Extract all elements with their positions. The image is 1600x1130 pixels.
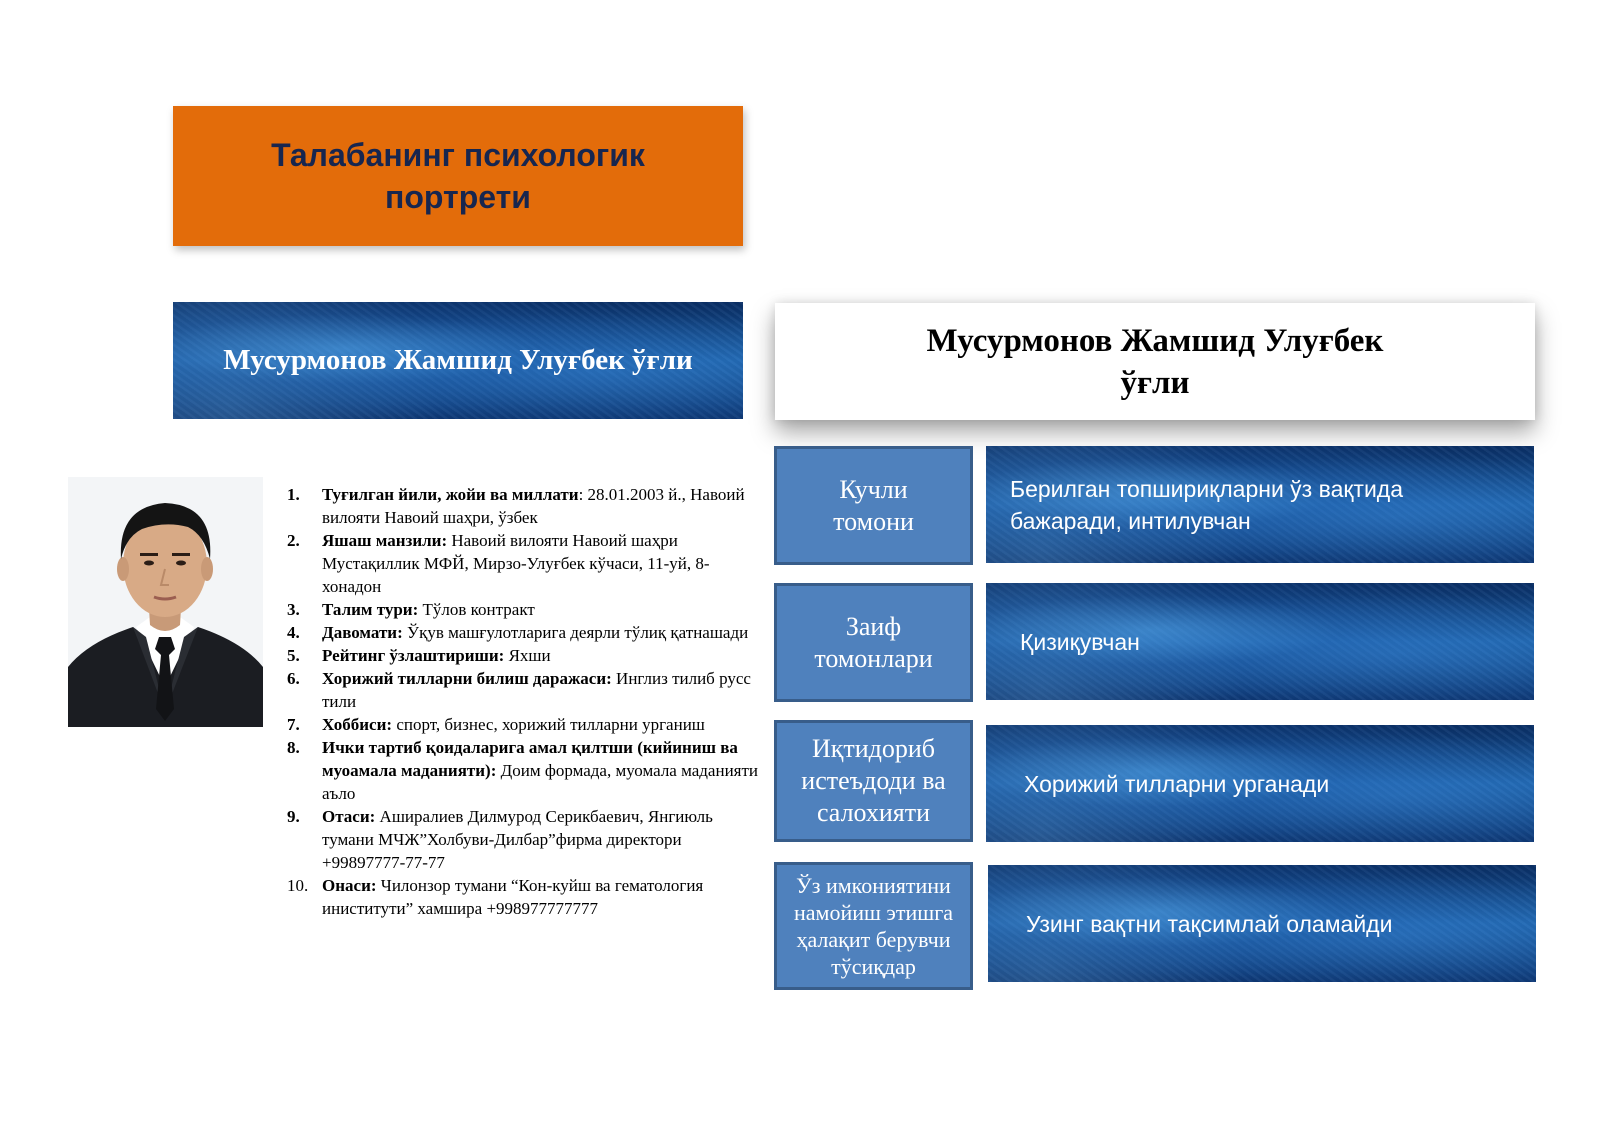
student-name: Мусурмонов Жамшид Улуғбек ўғли — [223, 344, 693, 376]
bio-item-label: Рейтинг ўзлаштириши: — [322, 646, 505, 665]
trait-description-obstacles — [988, 865, 1536, 982]
bio-item-text: : 28.01.2003 й., Навоий вилояти Навоий шаҳри, ўзбек — [322, 485, 745, 527]
trait-category-line: томони — [833, 506, 914, 536]
trait-category-talents — [774, 720, 973, 842]
bio-item-label: Хорижий тилларни билиш даражаси: — [322, 669, 612, 688]
bio-item-number: 2. — [287, 531, 300, 550]
bio-item-label: Давомати: — [322, 623, 403, 642]
trait-category-line: тўсиқдар — [831, 954, 916, 979]
bio-item-text: Доим формада, муомала маданияти аъло — [322, 761, 759, 803]
trait-category-line: Заиф — [845, 611, 902, 641]
trait-category-line: намойиш этишга — [793, 900, 953, 925]
trait-category-line: Иқтидориб — [811, 734, 936, 763]
bio-item-label: Онаси: — [322, 876, 377, 895]
trait-description-text: Берилган топшириқларни ўз вақтида бажаради, интилувчан — [1010, 475, 1404, 534]
trait-category-line: салохияти — [816, 798, 931, 827]
bio-item-number: 7. — [287, 715, 300, 734]
bio-item-text: Аширалиев Дилмурод Серикбаевич, Янгиюль тумани МЧЖ”Холбуви-Дилбар”фирма директори +99897777-77-77 — [322, 807, 713, 872]
bio-item-label: Яшаш манзили: — [322, 531, 448, 550]
student-photo — [68, 477, 263, 727]
bio-item-number: 9. — [287, 807, 300, 826]
bio-item — [287, 874, 767, 920]
trait-category-line: томонлари — [814, 643, 933, 673]
bio-item-text: Ўқув машғулотларига деярли тўлиқ қатнашади — [402, 623, 749, 642]
bio-item-label: Туғилган йили, жойи ва миллати — [322, 485, 579, 504]
trait-description-weaknesses — [986, 583, 1534, 700]
trait-category-line: ҳалақит берувчи — [796, 927, 951, 952]
trait-description-text: Хорижий тилларни урганади — [1024, 770, 1330, 797]
page-title-box — [173, 106, 743, 246]
student-bio-list — [287, 483, 767, 920]
trait-description-text: Қизиқувчан — [1020, 628, 1140, 655]
bio-item-number: 4. — [287, 623, 300, 642]
bio-item-label: Ички тартиб қоидаларига амал қилтши (кийиниш ва муоамала маданияти): — [322, 738, 738, 780]
bio-item — [287, 667, 767, 713]
bio-item-text: спорт, бизнес, хорижий тилларни урганиш — [392, 715, 705, 734]
bio-item — [287, 736, 767, 805]
trait-description-text: Узинг вақтни тақсимлай оламайди — [1026, 910, 1393, 937]
bio-item — [287, 644, 767, 667]
student-name-line-1: Мусурмонов Жамшид Улуғбек — [926, 322, 1384, 359]
student-portrait-image — [68, 477, 263, 727]
bio-item-text: Навоий вилояти Навоий шаҳри Мустақиллик МФЙ, Мирзо-Улуғбек кўчаси, 11-уй, 8-хонадон — [322, 531, 710, 596]
bio-item-label: Талим тури: — [322, 600, 419, 619]
student-name-banner — [173, 302, 743, 419]
trait-category-strengths — [774, 446, 973, 565]
bio-item — [287, 713, 767, 736]
page-title-line-1: Талабанинг психологик — [271, 137, 645, 173]
bio-item — [287, 598, 767, 621]
student-name-card — [775, 303, 1535, 420]
bio-item-text: Инглиз тилиб русс тили — [322, 669, 751, 711]
trait-description-talents — [986, 725, 1534, 842]
trait-category-line: Кучли — [839, 474, 908, 504]
bio-item-text: Чилонзор тумани “Кон-куйш ва гематология иниститути” хамшира +998977777777 — [322, 876, 704, 918]
bio-item-number: 3. — [287, 600, 300, 619]
bio-item-number: 1. — [287, 485, 300, 504]
trait-description-strengths — [986, 446, 1534, 563]
trait-category-weaknesses — [774, 583, 973, 702]
trait-category-obstacles — [774, 862, 973, 990]
bio-item-label: Отаси: — [322, 807, 376, 826]
bio-item — [287, 805, 767, 874]
bio-item — [287, 621, 767, 644]
bio-item-label: Хоббиси: — [322, 715, 393, 734]
trait-category-line: истеъдоди ва — [801, 766, 946, 795]
student-name-line-2: ўғли — [1120, 364, 1190, 401]
bio-item — [287, 529, 767, 598]
bio-item-number: 10. — [287, 876, 309, 895]
bio-item-number: 8. — [287, 738, 300, 757]
trait-category-line: Ўз имкониятини — [796, 873, 951, 898]
bio-item-text: Яхши — [504, 646, 551, 665]
bio-item — [287, 483, 767, 529]
bio-item-number: 6. — [287, 669, 300, 688]
bio-item-number: 5. — [287, 646, 300, 665]
page-title-line-2: портрети — [385, 179, 531, 215]
bio-item-text: Тўлов контракт — [418, 600, 535, 619]
